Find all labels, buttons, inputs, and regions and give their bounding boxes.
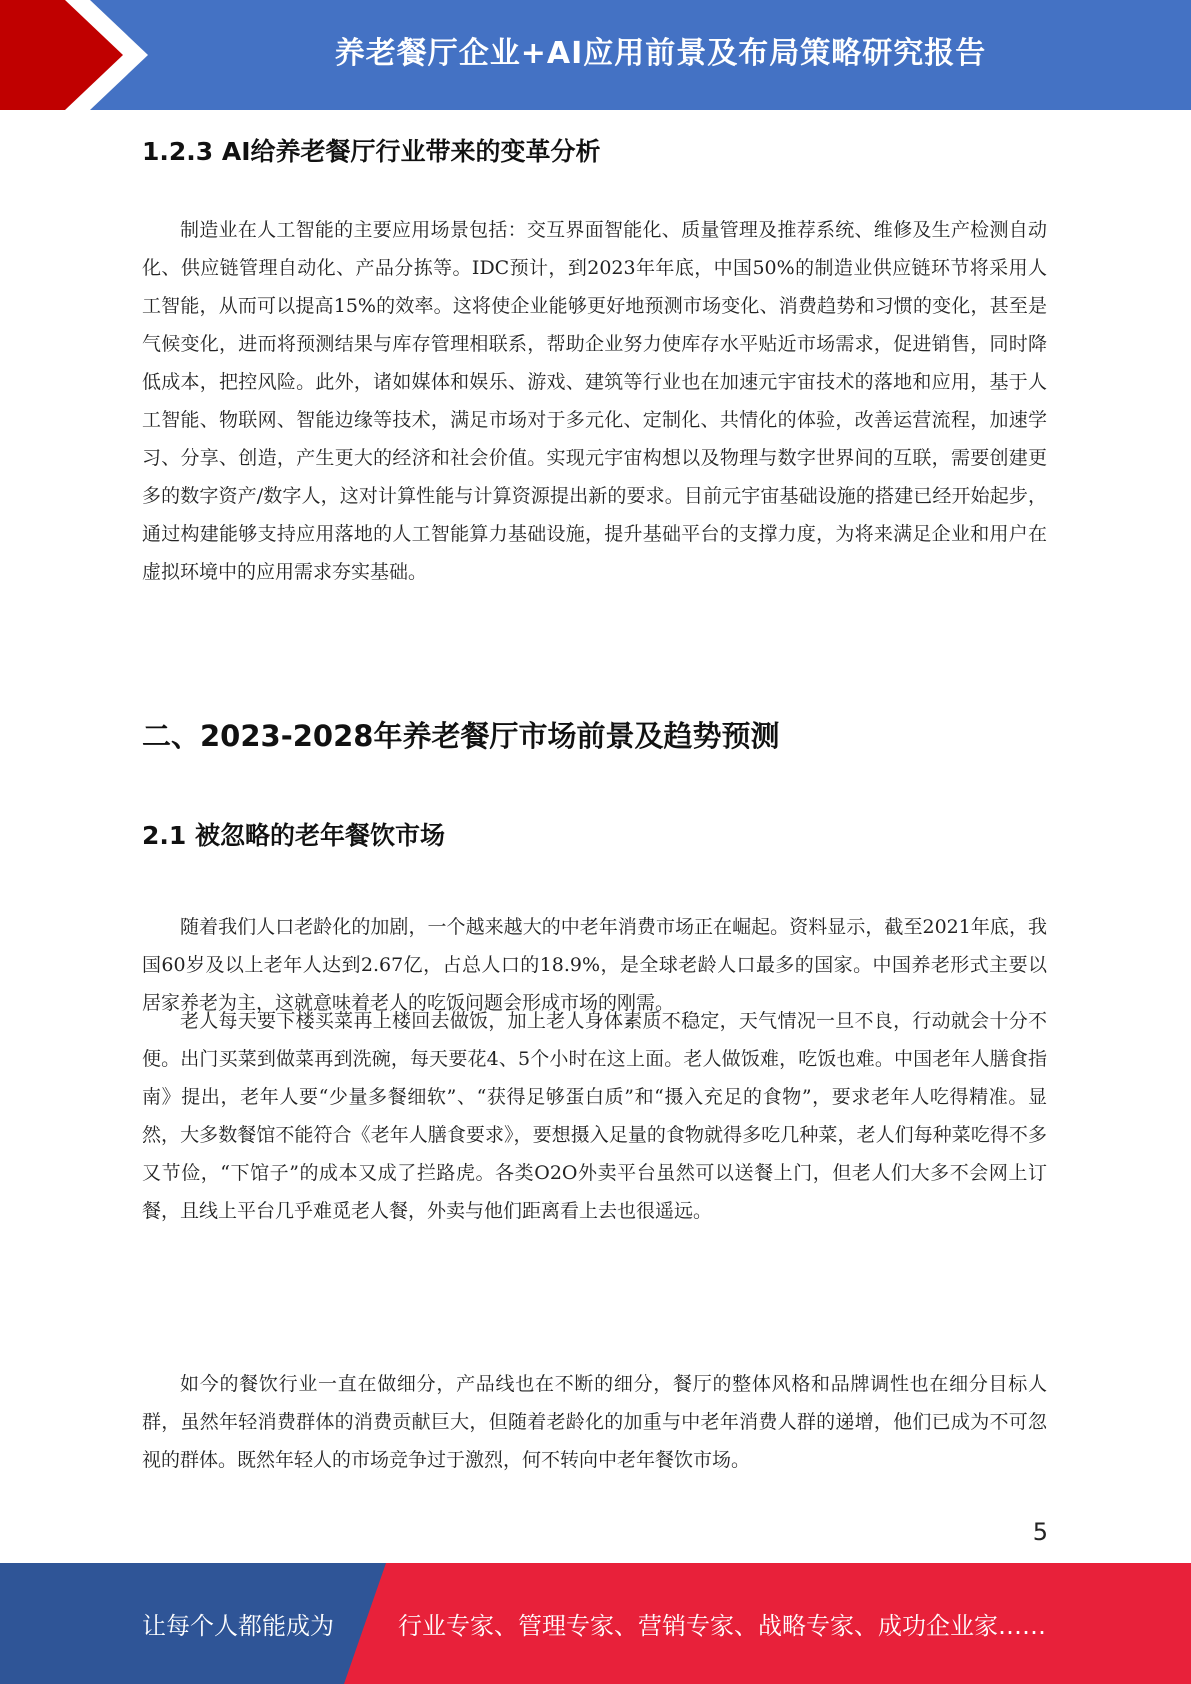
section-heading-2-1: 2.1 被忽略的老年餐饮市场	[142, 821, 445, 850]
section-heading-1-2-3: 1.2.3 AI给养老餐厅行业带来的变革分析	[142, 137, 601, 166]
page-footer	[0, 1563, 1191, 1684]
page-header	[0, 0, 1191, 110]
paragraph-elderly-dining-difficulty: 老人每天要下楼买菜再上楼回去做饭，加上老人身体素质不稳定，天气情况一旦不良，行动就会十分不便。出门买菜到做菜再到洗碗，每天要花4、5个小时在这上面。老人做饭难，吃饭也难。中国老年人膳食指南》提出，老年人要“少量多餐细软”、“获得足够蛋白质”和“摄入充足的食物”，要求老年人吃得精准。显然，大多数餐馆不能符合《老年人膳食要求》，要想摄入足量的食物就得多吃几种菜，老人们每种菜吃得不多又节俭，“下馆子”的成本又成了拦路虎。各类O2O外卖平台虽然可以送餐上门，但老人们大多不会网上订餐，且线上平台几乎难觅老人餐，外卖与他们距离看上去也很遥远。	[142, 1010, 1047, 1222]
paragraph-aging-market: 随着我们人口老龄化的加剧，一个越来越大的中老年消费市场正在崛起。资料显示，截至2021年底，我国60岁及以上老年人达到2.67亿，占总人口的18.9%，是全球老龄人口最多的国家。中国养老形式主要以居家养老为主，这就意味着老人的吃饭问题会形成市场的刚需。	[142, 916, 1047, 1014]
header-chevron-icon	[0, 0, 160, 110]
report-title: 养老餐厅企业+AI应用前景及布局策略研究报告	[334, 36, 987, 71]
paragraph-market-segmentation: 如今的餐饮行业一直在做细分，产品线也在不断的细分，餐厅的整体风格和品牌调性也在细分目标人群，虽然年轻消费群体的消费贡献巨大，但随着老龄化的加重与中老年消费人群的递增，他们已成为不可忽视的群体。既然年轻人的市场竞争过于激烈，何不转向中老年餐饮市场。	[142, 1373, 1047, 1471]
paragraph-ai-transformation: 制造业在人工智能的主要应用场景包括：交互界面智能化、质量管理及推荐系统、维修及生产检测自动化、供应链管理自动化、产品分拣等。IDC预计，到2023年年底，中国50%的制造业供应链环节将采用人工智能，从而可以提高15%的效率。这将使企业能够更好地预测市场变化、消费趋势和习惯的变化，甚至是气候变化，进而将预测结果与库存管理相联系，帮助企业努力使库存水平贴近市场需求，促进销售，同时降低成本，把控风险。此外，诸如媒体和娱乐、游戏、建筑等行业也在加速元宇宙技术的落地和应用，基于人工智能、物联网、智能边缘等技术，满足市场对于多元化、定制化、共情化的体验，改善运营流程，加速学习、分享、创造，产生更大的经济和社会价值。实现元宇宙构想以及物理与数字世界间的互联，需要创建更多的数字资产/数字人，这对计算性能与计算资源提出新的要求。目前元宇宙基础设施的搭建已经开始起步，通过构建能够支持应用落地的人工智能算力基础设施，提升基础平台的支撑力度，为将来满足企业和用户在虚拟环境中的应用需求夯实基础。	[142, 219, 1047, 583]
page-number: 5	[1032, 1518, 1048, 1546]
footer-slogan-left: 让每个人都能成为	[142, 1612, 334, 1640]
footer-slogan-right: 行业专家、管理专家、营销专家、战略专家、成功企业家……	[398, 1612, 1046, 1640]
chapter-heading-2: 二、2023-2028年养老餐厅市场前景及趋势预测	[142, 719, 780, 753]
